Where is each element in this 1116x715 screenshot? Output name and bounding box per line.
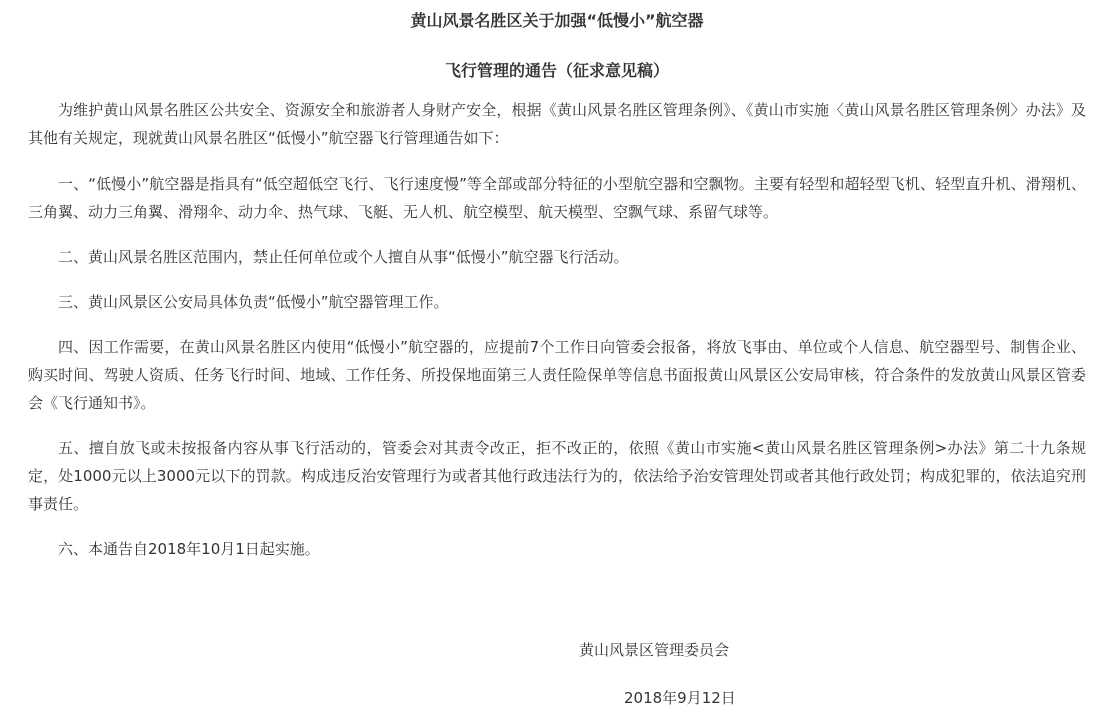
clause-3-paragraph: 三、黄山风景区公安局具体负责“低慢小”航空器管理工作。 [58,293,449,311]
intro-paragraph: 为维护黄山风景名胜区公共安全、资源安全和旅游者人身财产安全，根据《黄山风景名胜区管理条例》、《黄山市实施〈黄山风景名胜区管理条例〉办法》及其他有关规定，现就黄山风景名胜区“低慢小”航空器飞行管理通告如下： [28,101,1086,147]
document-title-line-1: 黄山风景名胜区关于加强“低慢小”航空器 [410,11,704,30]
clause-1-paragraph: 一、“低慢小”航空器是指具有“低空超低空飞行、飞行速度慢”等全部或部分特征的小型航空器和空飘物。主要有轻型和超轻型飞机、轻型直升机、滑翔机、三角翼、动力三角翼、滑翔伞、动力伞、热气球、飞艇、无人机、航空模型、航天模型、空飘气球、系留气球等。 [28,175,1086,221]
clause-4-paragraph: 四、因工作需要，在黄山风景名胜区内使用“低慢小”航空器的，应提前7个工作日向管委会报备，将放飞事由、单位或个人信息、航空器型号、制售企业、购买时间、驾驶人资质、任务飞行时间、地域、工作任务、所投保地面第三人责任险保单等信息书面报黄山风景区公安局审核，符合条件的发放黄山风景区管委会《飞行通知书》。 [28,338,1086,412]
signature-organization-text: 黄山风景区管理委员会 [579,641,730,659]
clause-6-paragraph: 六、本通告自2018年10月1日起实施。 [58,540,320,558]
document-title-line-2: 飞行管理的通告（征求意见稿） [444,61,669,80]
signature-date-text: 2018年9月12日 [624,689,736,707]
clause-5-paragraph: 五、擅自放飞或未按报备内容从事飞行活动的，管委会对其责令改正，拒不改正的，依照《黄山市实施<黄山风景名胜区管理条例>办法》第二十九条规定，处1000元以上3000元以下的罚款。构成违反治安管理行为或者其他行政违法行为的，依法给予治安管理处罚或者其他行政处罚；构成犯罪的，依法追究刑事责任。 [28,439,1086,513]
clause-2-paragraph: 二、黄山风景名胜区范围内，禁止任何单位或个人擅自从事“低慢小”航空器飞行活动。 [58,248,629,266]
